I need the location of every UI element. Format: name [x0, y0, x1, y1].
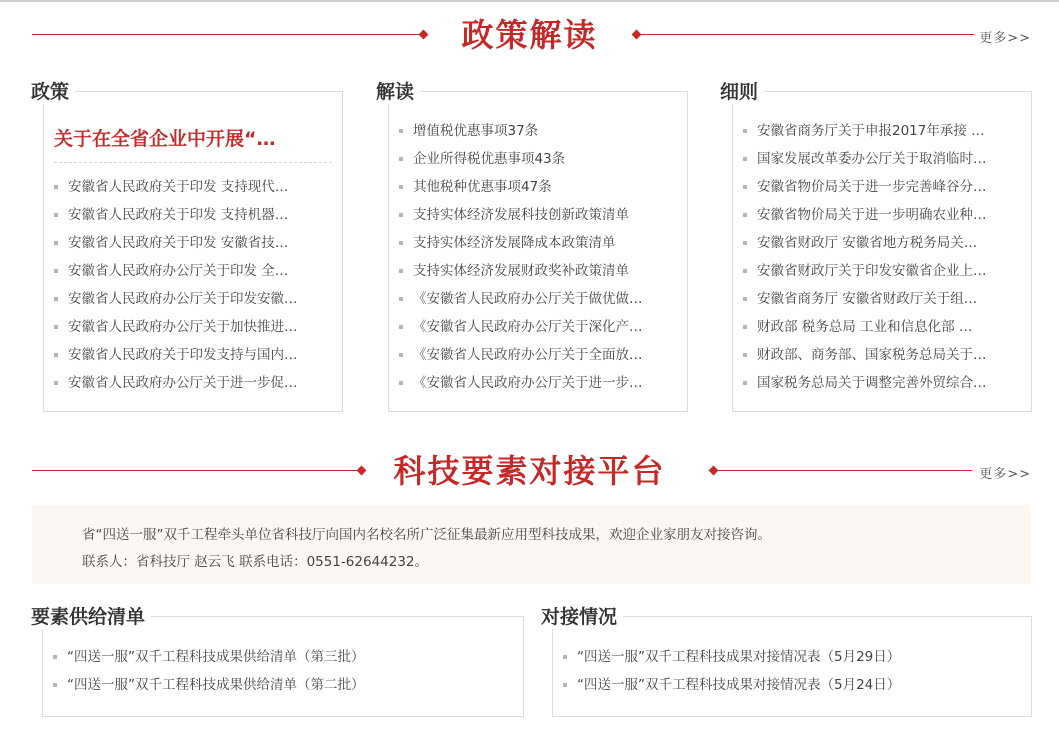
interpretation-box [388, 91, 688, 412]
interpretation-list [389, 117, 687, 397]
platform-section-title: 科技要素对接平台 [393, 452, 666, 490]
list-item[interactable]: 安徽省商务厅 安徽省财政厅关于组… [733, 285, 1031, 313]
list-item[interactable]: 安徽省人民政府关于印发 支持现代… [44, 173, 342, 201]
rules-box [732, 91, 1032, 412]
list-item[interactable]: 安徽省人民政府办公厅关于印发 全… [44, 257, 342, 285]
platform-notice [32, 505, 1031, 584]
policy-section-header [0, 15, 1059, 55]
docking-box [552, 616, 1032, 717]
list-item[interactable]: 安徽省物价局关于进一步完善峰谷分… [733, 173, 1031, 201]
contact-text: 联系人：省科技厅 赵云飞 联系电话：0551-62644232。 [82, 554, 429, 570]
list-item[interactable]: “四送一服”双千工程科技成果供给清单（第二批） [43, 671, 523, 699]
rules-column-title: 细则 [720, 80, 764, 104]
header-right-line [637, 34, 974, 35]
policy-section-title: 政策解读 [461, 16, 598, 54]
list-item[interactable]: 财政部 税务总局 工业和信息化部 … [733, 313, 1031, 341]
list-item[interactable]: 安徽省商务厅关于申报2017年承接 … [733, 117, 1031, 145]
list-item[interactable]: “四送一服”双千工程科技成果对接情况表（5月29日） [553, 643, 1031, 671]
list-item[interactable]: 《安徽省人民政府办公厅关于进一步… [389, 369, 687, 397]
list-item[interactable]: 《安徽省人民政府办公厅关于做优做… [389, 285, 687, 313]
header-right-line [714, 470, 972, 471]
list-item[interactable]: 安徽省财政厅 安徽省地方税务局关… [733, 229, 1031, 257]
list-item[interactable]: 国家税务总局关于调整完善外贸综合… [733, 369, 1031, 397]
policy-more-link[interactable]: 更多>> [979, 31, 1031, 46]
top-divider [0, 0, 1059, 2]
policy-list [44, 173, 342, 397]
list-item[interactable]: 安徽省人民政府办公厅关于印发安徽… [44, 285, 342, 313]
list-item[interactable]: 安徽省人民政府关于印发支持与国内… [44, 341, 342, 369]
platform-section-header [0, 451, 1059, 491]
list-item[interactable]: 安徽省财政厅关于印发安徽省企业上… [733, 257, 1031, 285]
list-item[interactable]: 其他税种优惠事项47条 [389, 173, 687, 201]
policy-box [43, 91, 343, 412]
rules-list [733, 117, 1031, 397]
list-item[interactable]: 安徽省物价局关于进一步明确农业种… [733, 201, 1031, 229]
docking-column-title: 对接情况 [541, 605, 623, 629]
platform-more-link[interactable]: 更多>> [979, 467, 1031, 482]
supply-column-title: 要素供给清单 [31, 605, 151, 629]
list-item[interactable]: 国家发展改革委办公厅关于取消临时… [733, 145, 1031, 173]
notice-text: 省“四送一服”双千工程牵头单位省科技厅向国内名校名所广泛征集最新应用型科技成果，欢迎企业家朋友对接咨询。 [82, 527, 771, 543]
policy-column-title: 政策 [31, 80, 75, 104]
list-item[interactable]: 财政部、商务部、国家税务总局关于… [733, 341, 1031, 369]
list-item[interactable]: 增值税优惠事项37条 [389, 117, 687, 145]
list-item[interactable]: 安徽省人民政府关于印发 安徽省技… [44, 229, 342, 257]
list-item[interactable]: 企业所得税优惠事项43条 [389, 145, 687, 173]
interpretation-column-title: 解读 [376, 80, 420, 104]
list-item[interactable]: 安徽省人民政府关于印发 支持机器… [44, 201, 342, 229]
docking-list [553, 643, 1031, 699]
list-item[interactable]: 《安徽省人民政府办公厅关于全面放… [389, 341, 687, 369]
list-item[interactable]: 《安徽省人民政府办公厅关于深化产… [389, 313, 687, 341]
supply-list [43, 643, 523, 699]
policy-featured-link[interactable]: 关于在全省企业中开展“… [54, 124, 332, 163]
list-item[interactable]: 安徽省人民政府办公厅关于进一步促… [44, 369, 342, 397]
list-item[interactable]: 支持实体经济发展财政奖补政策清单 [389, 257, 687, 285]
list-item[interactable]: 安徽省人民政府办公厅关于加快推进… [44, 313, 342, 341]
list-item[interactable]: 支持实体经济发展降成本政策清单 [389, 229, 687, 257]
list-item[interactable]: “四送一服”双千工程科技成果对接情况表（5月24日） [553, 671, 1031, 699]
list-item[interactable]: 支持实体经济发展科技创新政策清单 [389, 201, 687, 229]
supply-list-box [42, 616, 524, 717]
list-item[interactable]: “四送一服”双千工程科技成果供给清单（第三批） [43, 643, 523, 671]
